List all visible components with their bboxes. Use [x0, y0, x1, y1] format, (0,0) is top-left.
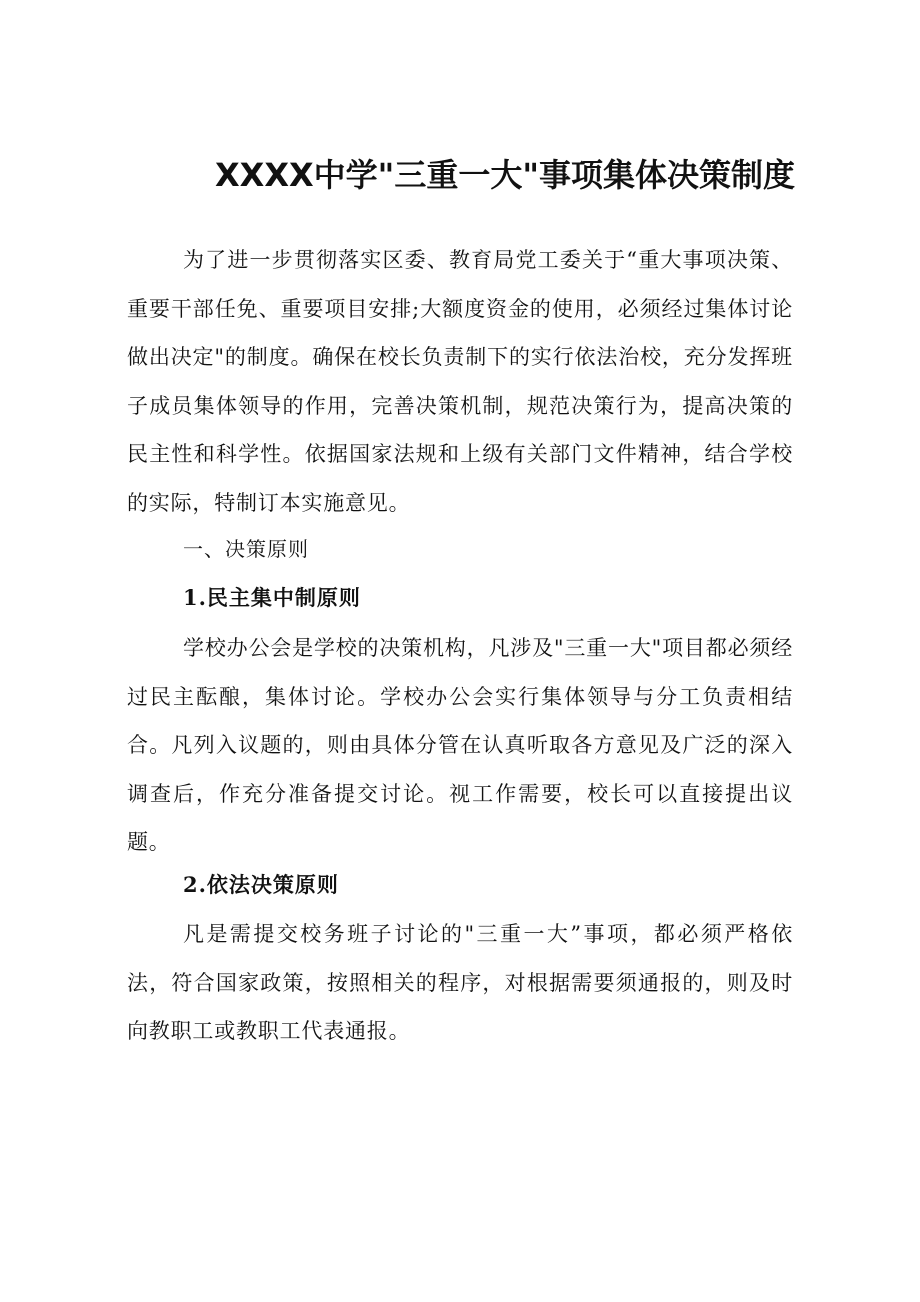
section-heading-decision-principles: 一、决策原则 — [183, 537, 309, 561]
subsection-paragraph-democratic-centralism: 学校办公会是学校的决策机构，凡涉及"三重一大"项目都必须经过民主酝酿，集体讨论。学校办公会实行集体领导与分工负责相结合。凡列入议题的，则由具体分管在认真听取各方意见及广泛的深入调查后，作充分准备提交讨论。视工作需要，校长可以直接提出议题。 — [127, 636, 793, 854]
subsection-paragraph-lawful-decision: 凡是需提交校务班子讨论的"三重一大”事项，都必须严格依法，符合国家政策，按照相关的程序，对根据需要须通报的，则及时向教职工或教职工代表通报。 — [127, 922, 793, 1043]
subsection-heading-lawful-decision: 2.依法决策原则 — [183, 872, 339, 897]
intro-paragraph: 为了进一步贯彻落实区委、教育局党工委关于“重大事项决策、重要干部任免、重要项目安排;大额度资金的使用，必须经过集体讨论做出决定"的制度。确保在校长负责制下的实行依法治校，充分发挥班子成员集体领导的作用，完善决策机制，规范决策行为，提高决策的民主性和科学性。依据国家法规和上级有关部门文件精神，结合学校的实际，特制订本实施意见。 — [127, 248, 793, 515]
subsection-heading-democratic-centralism: 1.民主集中制原则 — [183, 585, 361, 610]
document-title: XXXX中学"三重一大"事项集体决策制度 — [214, 156, 796, 195]
